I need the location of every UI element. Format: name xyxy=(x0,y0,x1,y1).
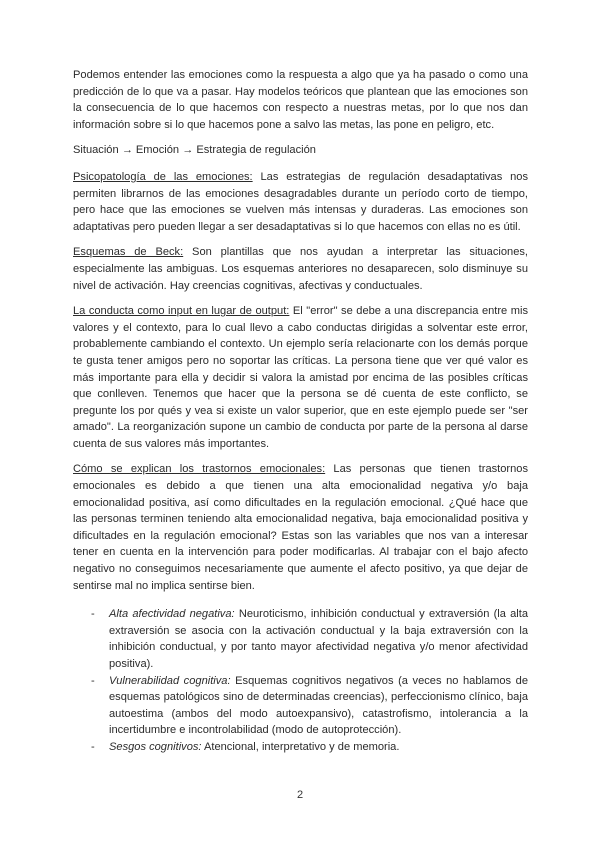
factors-list xyxy=(73,606,528,755)
dash-bullet: - xyxy=(91,608,95,621)
document-page xyxy=(73,67,528,756)
psicopatologia-body: Las estrategias de regulación desadaptativas nos permiten librarnos de las emociones desagradables durante un período corto de tiempo, pero hace que las emociones se vuelven más intensas y duraderas. Las emociones son adaptativas pero pueden llegar a ser desadaptativas si lo que hacemos con ellas no es útil. xyxy=(73,170,528,233)
intro-paragraph: Podemos entender las emociones como la respuesta a algo que ya ha pasado o como una predicción de lo que va a pasar. Hay modelos teóricos que plantean que las emociones son la consecuencia de lo que hacemos con respecto a nuestras metas, por lo que nos dan información sobre si lo que hacemos pone a salvo las metas, las pone en peligro, etc. xyxy=(73,69,528,131)
psicopatologia-paragraph xyxy=(73,169,528,235)
beck-paragraph xyxy=(73,244,528,294)
trastornos-body: Las personas que tienen trastornos emocionales es debido a que tienen una alta emocionalidad negativa y/o baja emocionalidad positiva, así como dificultades en la regulación emocional. ¿Qué hace que las personas terminen teniendo alta emocionalidad negativa, baja emocionalidad positiva y dificultades en la regulación emocional? Estas son las variables que nos van a interesar tener en cuenta en la intervención para poder modificarlas. Al trabajar con el bajo afecto negativo no conseguimos necesariamente que aumente el afecto positivo, ya que dejar de sentirse mal no implica sentirse bien. xyxy=(73,463,529,592)
beck-heading: Esquemas de Beck: xyxy=(73,246,184,259)
list-item-term: Vulnerabilidad cognitiva: xyxy=(109,674,231,687)
list-item-term: Sesgos cognitivos: xyxy=(109,740,202,753)
dash-bullet: - xyxy=(91,674,95,687)
list-item-text: Esquemas cognitivos negativos (a veces no hablamos de esquemas patológicos sino de determinadas creencias), perfeccionismo clínico, baja autoestima (ambos del modo autoexpansivo), catastrofismo, intolerancia a la incertidumbre e incontrolabilidad (modo de autoprotección). xyxy=(109,674,528,737)
list-item-term: Alta afectividad negativa: xyxy=(109,608,235,621)
dash-bullet: - xyxy=(91,740,95,753)
trastornos-heading: Cómo se explican los trastornos emocionales: xyxy=(73,463,326,476)
list-item-text: Neuroticismo, inhibición conductual y extraversión (la alta extraversión se asocia con la activación conductual y la baja extraversión con la inhibición conductual, y por tanto mayor afectividad negativa y/o menor afectividad positiva). xyxy=(109,608,528,670)
page-number: 2 xyxy=(296,789,304,801)
list-item-text: Atencional, interpretativo y de memoria. xyxy=(201,740,400,753)
psicopatologia-heading: Psicopatología de las emociones: xyxy=(73,170,253,183)
conducta-heading: La conducta como input en lugar de output: xyxy=(73,305,290,318)
list-item xyxy=(73,606,528,672)
list-item xyxy=(73,673,528,739)
trastornos-paragraph xyxy=(73,461,528,594)
beck-body: Son plantillas que nos ayudan a interpretar las situaciones, especialmente las ambiguas. Los esquemas anteriores no desaparecen, solo disminuye su nivel de activación. Hay creencias cognitivas, afectivas y conductuales. xyxy=(73,246,529,292)
list-item xyxy=(73,739,528,756)
regulation-flow-line: Situación → Emoción → Estrategia de regulación xyxy=(73,144,316,157)
conducta-body: El "error" se debe a una discrepancia entre mis valores y el contexto, para lo cual llevo a cabo conductas dirigidas a solventar este error, probablemente cambiando el contexto. Un ejemplo sería relacionarte con los demás porque te gusta tener amigos pero no soportar las críticas. La persona tiene que ver qué valor es más importante para ella y decidir si valora la amistad por encima de las posibles críticas que conlleven. Tenemos que hacer que la persona se dé cuenta de este conflicto, se pregunte los por qués y vea si existe un valor superior, que en este ejemplo puede ser "ser amado". La reorganización supone un cambio de conducta por parte de la persona al darse cuenta de sus valores más importantes. xyxy=(73,305,528,450)
conducta-paragraph xyxy=(73,303,528,452)
